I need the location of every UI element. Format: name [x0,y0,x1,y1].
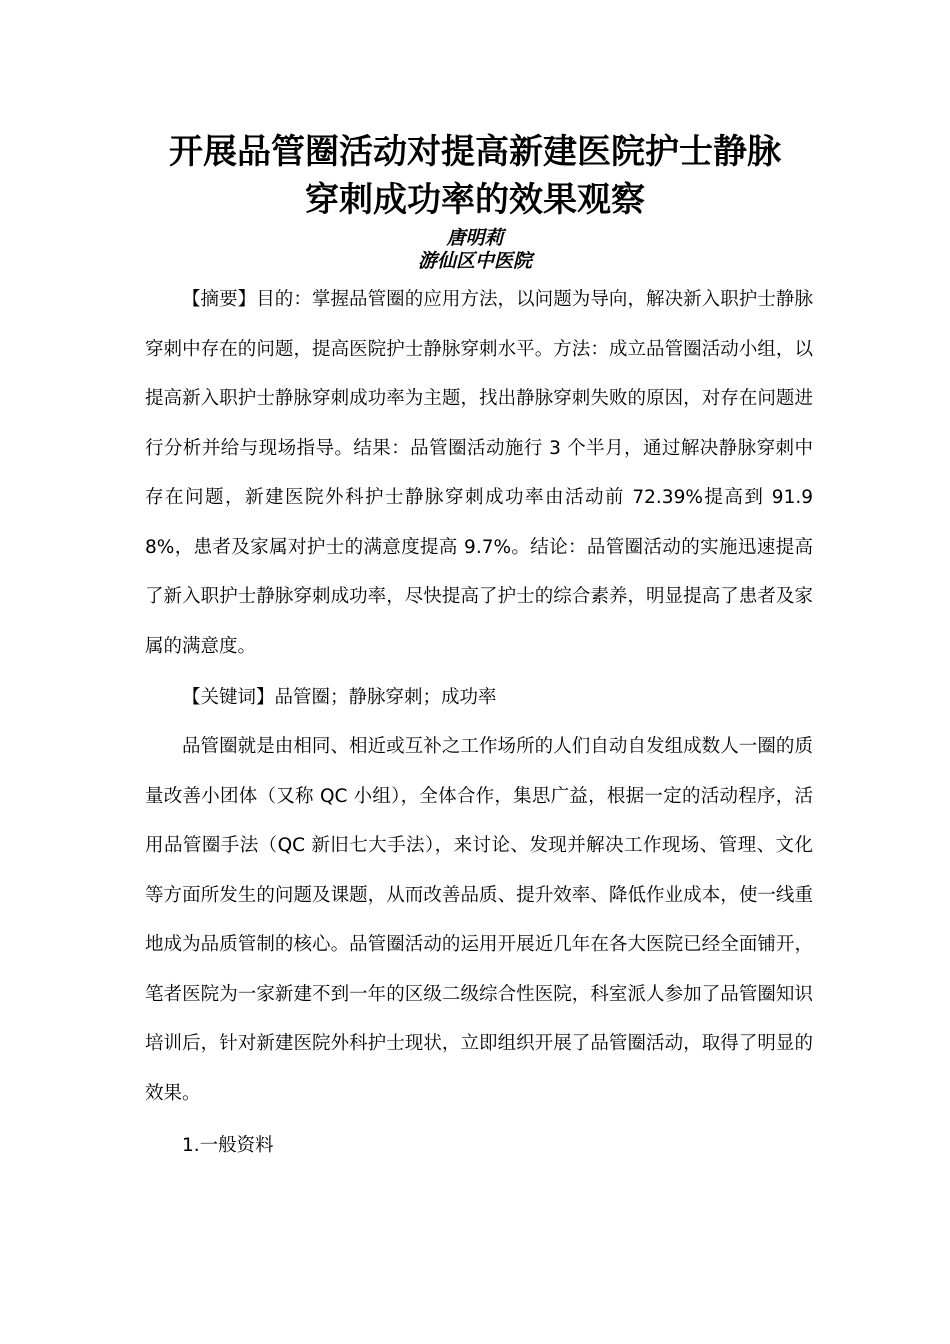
keywords-text: 品管圈；静脉穿刺；成功率 [274,687,497,708]
keywords-paragraph [145,673,813,723]
author-name: 唐明莉 [446,227,504,249]
paper-title-line-2: 穿刺成功率的效果观察 [305,180,645,220]
abstract-paragraph [145,275,813,671]
intro-paragraph: 品管圈就是由相同、相近或互补之工作场所的人们自动自发组成数人一圈的质量改善小团体（又称 QC 小组），全体合作，集思广益，根据一定的活动程序，活用品管圈手法（QC 新旧七大手法），来讨论、发现并解决工作现场、管理、文化等方面所发生的问题及课题，从而改善品质、提升效率、降低作业成本，使一线重地成为品质管制的核心。品管圈活动的运用开展近几年在各大医院已经全面铺开，笔者医院为一家新建不到一年的区级二级综合性医院，科室派人参加了品管圈知识培训后，针对新建医院外科护士现状，立即组织开展了品管圈活动，取得了明显的效果。 [145,736,813,1104]
keywords-label: 【关键词】 [182,687,275,708]
author-affiliation: 游仙区中医院 [417,250,532,272]
paper-title-line-1: 开展品管圈活动对提高新建医院护士静脉 [169,132,781,172]
abstract-text: 目的：掌握品管圈的应用方法，以问题为导向，解决新入职护士静脉穿刺中存在的问题，提高医院护士静脉穿刺水平。方法：成立品管圈活动小组，以提高新入职护士静脉穿刺成功率为主题，找出静脉穿刺失败的原因，对存在问题进行分析并给与现场指导。结果：品管圈活动施行 3 个半月，通过解决静脉穿刺中存在问题，新建医院外科护士静脉穿刺成功率由活动前 72.39%提高到 91.98%，患者及家属对护士的满意度提高 9.7%。结论：品管圈活动的实施迅速提高了新入职护士静脉穿刺成功率，尽快提高了护士的综合素养，明显提高了患者及家属的满意度。 [145,289,813,657]
section-heading-general-data: 1.一般资料 [182,1135,274,1156]
abstract-label: 【摘要】 [182,289,257,310]
